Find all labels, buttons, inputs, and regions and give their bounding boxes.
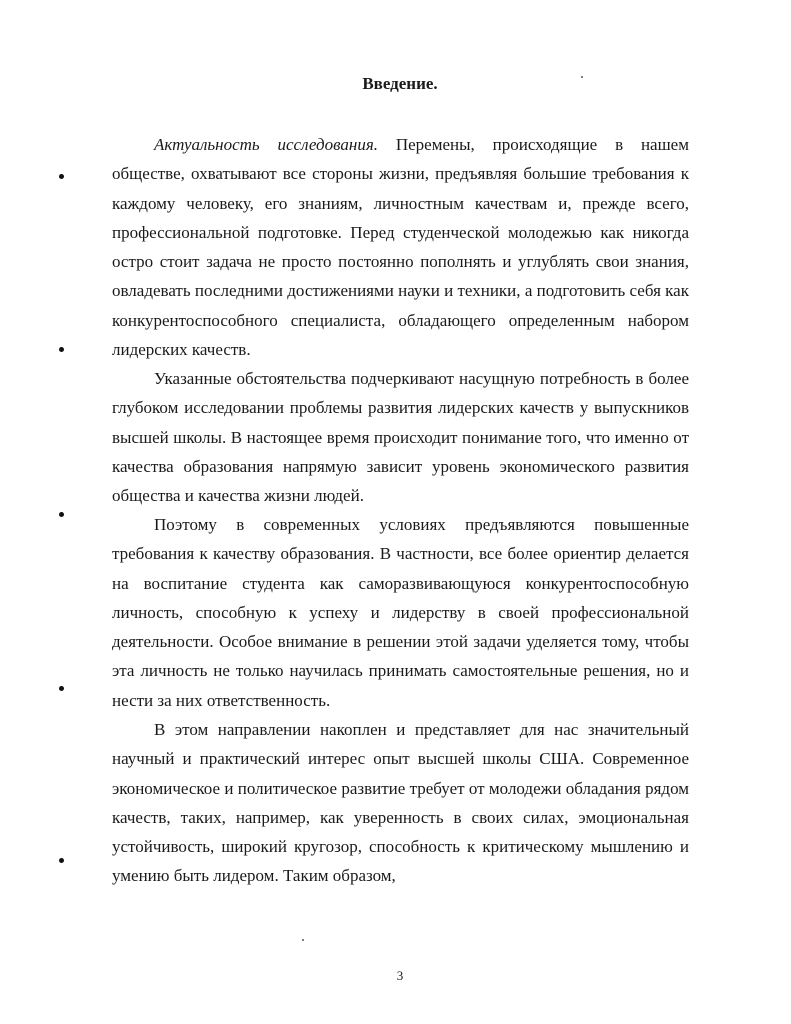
scan-mark: [59, 174, 64, 179]
scan-mark: [59, 686, 64, 691]
paragraph-usa-experience: В этом направлении накоплен и представляет для нас значительный научный и практический интерес опыт высшей школы США. Современное экономическое и политическое развитие требует от молодежи обладания рядом качеств, таких, например, как уверенность в своих силах, эмоциональная устойчивость, широкий кругозор, способность к критическому мышлению и умению быть лидером. Таким образом,: [112, 720, 689, 886]
paragraph-circumstances: Указанные обстоятельства подчеркивают насущную потребность в более глубоком исследовании проблемы развития лидерских качеств у выпускников высшей школы. В настоящее время происходит понимание того, что именно от качества образования напрямую зависит уровень экономического развития общества и качества жизни людей.: [112, 369, 689, 506]
scan-speck: [302, 939, 304, 941]
scan-speck: [581, 76, 583, 78]
paragraph-text: Перемены, происходящие в нашем обществе, охватывают все стороны жизни, предъявляя большие требования к каждому человеку, его знаниям, личностным качествам и, прежде всего, профессиональной подготовке. Перед студенческой молодежью как никогда остро стоит задача не просто постоянно пополнять и углублять свои знания, овладевать последними достижениями науки и техники, а подготовить себя как конкурентоспособного специалиста, обладающего определенным набором лидерских качеств.: [112, 135, 689, 360]
scan-mark: [59, 347, 64, 352]
page-title: Введение.: [362, 74, 438, 93]
scan-mark: [59, 512, 64, 517]
paragraph-relevance: [112, 130, 689, 364]
relevance-heading: Актуальность исследования.: [154, 135, 378, 154]
paragraph-requirements: Поэтому в современных условиях предъявляются повышенные требования к качеству образования. В частности, все более ориентир делается на воспитание студента как саморазвивающуюся конкурентоспособную личность, способную к успеху и лидерству в своей профессиональной деятельности. Особое внимание в решении этой задачи уделяется тому, чтобы эта личность не только научилась принимать самостоятельные решения, но и нести за них ответственность.: [112, 515, 689, 710]
scan-mark: [59, 858, 64, 863]
page-number: 3: [396, 968, 404, 983]
